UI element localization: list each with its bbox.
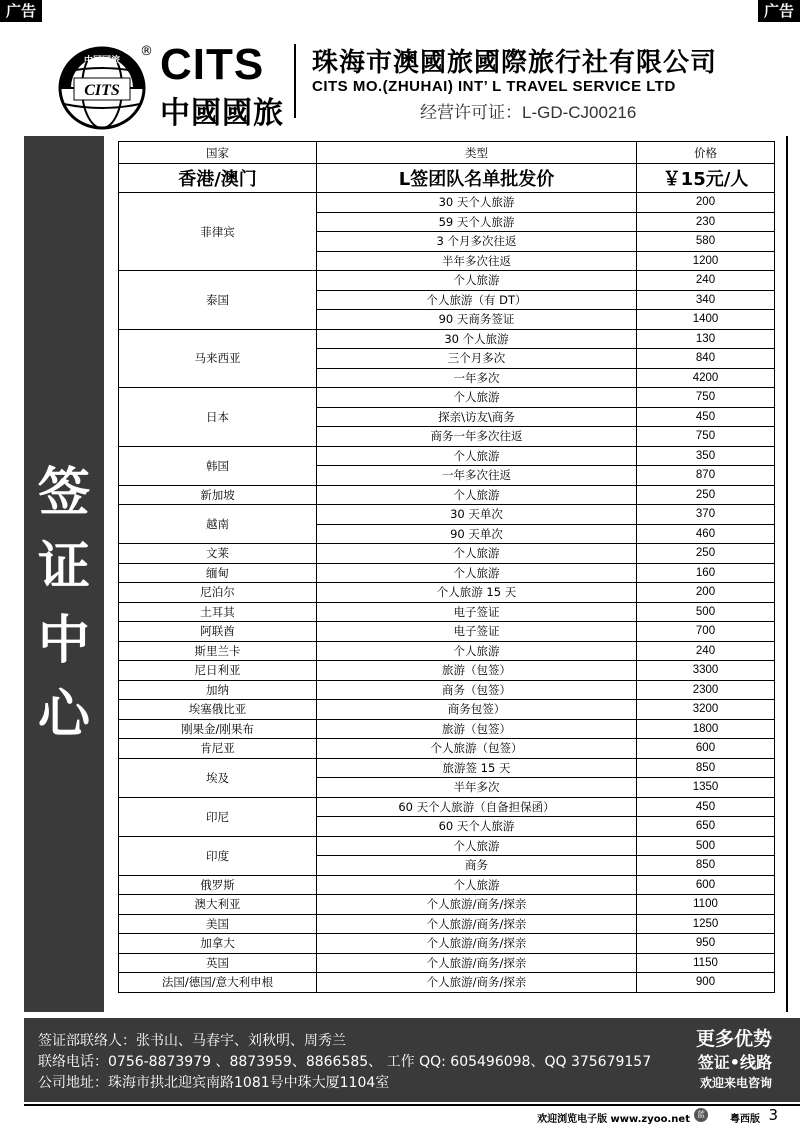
bottom-rule	[24, 1104, 800, 1106]
ad-tag-right: 广告	[758, 0, 800, 22]
side-banner	[24, 136, 104, 1012]
type-cell: 90 天商务签证	[317, 310, 637, 330]
footer-phones: 联络电话：0756-8873979 、8873959、8866585、 工作 QQ: 605496098、QQ 375679157	[38, 1054, 652, 1070]
footer-slogan-2: 签证•线路	[697, 1053, 772, 1072]
price-cell: 3300	[637, 661, 775, 681]
type-cell: 个人旅游	[317, 875, 637, 895]
type-cell: 个人旅游/商务/探亲	[317, 934, 637, 954]
price-cell: 900	[637, 973, 775, 993]
header-type: 类型	[317, 142, 637, 164]
type-cell: 90 天单次	[317, 524, 637, 544]
side-title-char: 心	[37, 685, 90, 745]
type-cell: 个人旅游	[317, 836, 637, 856]
table-row	[119, 622, 775, 642]
price-cell: 700	[637, 622, 775, 642]
type-cell: 探亲\访友\商务	[317, 407, 637, 427]
company-name-en: CITS MO.(ZHUHAI) INT’ L TRAVEL SERVICE LTD	[312, 78, 676, 95]
country-cell: 马来西亚	[119, 329, 317, 388]
type-cell: 一年多次	[317, 368, 637, 388]
globe-logo-icon	[52, 42, 152, 132]
type-cell: 三个月多次	[317, 349, 637, 369]
country-cell: 菲律宾	[119, 193, 317, 271]
price-cell: 850	[637, 758, 775, 778]
price-cell: 840	[637, 349, 775, 369]
highlight-price: ￥15元/人	[637, 164, 775, 193]
country-cell: 新加坡	[119, 485, 317, 505]
price-cell: 750	[637, 388, 775, 408]
table-row	[119, 641, 775, 661]
type-cell: 商务	[317, 856, 637, 876]
country-cell: 法国/德国/意大利申根	[119, 973, 317, 993]
country-cell: 斯里兰卡	[119, 641, 317, 661]
type-cell: 60 天个人旅游	[317, 817, 637, 837]
header-divider	[294, 44, 296, 118]
price-cell: 500	[637, 602, 775, 622]
country-cell: 日本	[119, 388, 317, 447]
price-cell: 1150	[637, 953, 775, 973]
type-cell: 电子签证	[317, 602, 637, 622]
table-row	[119, 973, 775, 993]
country-cell: 印尼	[119, 797, 317, 836]
price-cell: 500	[637, 836, 775, 856]
type-cell: 个人旅游（有 DT）	[317, 290, 637, 310]
type-cell: 旅游（包签）	[317, 719, 637, 739]
table-row	[119, 446, 775, 466]
ad-tag-left: 广告	[0, 0, 42, 22]
country-cell: 俄罗斯	[119, 875, 317, 895]
type-cell: 商务（包签）	[317, 680, 637, 700]
table-row	[119, 583, 775, 603]
type-cell: 个人旅游	[317, 563, 637, 583]
type-cell: 个人旅游	[317, 544, 637, 564]
price-cell: 650	[637, 817, 775, 837]
table-row	[119, 563, 775, 583]
type-cell: 商务包签）	[317, 700, 637, 720]
edition-text: 粤西版	[730, 1114, 760, 1125]
type-cell: 半年多次	[317, 778, 637, 798]
country-cell: 英国	[119, 953, 317, 973]
type-cell: 个人旅游	[317, 641, 637, 661]
price-cell: 850	[637, 856, 775, 876]
type-cell: 商务一年多次往返	[317, 427, 637, 447]
type-cell: 60 天个人旅游（自备担保函）	[317, 797, 637, 817]
footer-contacts: 签证部联络人：张书山、马春宇、刘秋明、周秀兰	[38, 1033, 346, 1049]
table-row	[119, 661, 775, 681]
price-cell: 1800	[637, 719, 775, 739]
page-number: 3	[768, 1106, 778, 1124]
type-cell: 3 个月多次往返	[317, 232, 637, 252]
country-cell: 韩国	[119, 446, 317, 485]
country-cell: 印度	[119, 836, 317, 875]
highlight-country: 香港/澳门	[119, 164, 317, 193]
type-cell: 旅游签 15 天	[317, 758, 637, 778]
highlight-type: L签团队名单批发价	[317, 164, 637, 193]
price-cell: 450	[637, 797, 775, 817]
logo-ring-text: 中国国旅	[83, 56, 121, 66]
price-cell: 2300	[637, 680, 775, 700]
visa-price-table	[118, 141, 775, 993]
table-row	[119, 875, 775, 895]
type-cell: 个人旅游/商务/探亲	[317, 973, 637, 993]
license	[420, 98, 636, 123]
edition-badge-icon: 蓝	[694, 1108, 708, 1122]
price-cell: 1350	[637, 778, 775, 798]
type-cell: 电子签证	[317, 622, 637, 642]
price-cell: 200	[637, 193, 775, 213]
table-row	[119, 388, 775, 408]
table-row	[119, 602, 775, 622]
footer-address: 公司地址：珠海市拱北迎宾南路1081号中珠大厦1104室	[38, 1075, 390, 1091]
header	[0, 22, 800, 131]
browse-text: 欢迎浏览电子版 www.zyoo.net	[537, 1114, 690, 1125]
country-cell: 美国	[119, 914, 317, 934]
license-label: 经营许可证：	[420, 103, 522, 123]
country-cell: 肯尼亚	[119, 739, 317, 759]
type-cell: 个人旅游 15 天	[317, 583, 637, 603]
table-row	[119, 797, 775, 817]
price-cell: 1200	[637, 251, 775, 271]
type-cell: 个人旅游	[317, 271, 637, 291]
side-title-char: 证	[37, 537, 90, 597]
country-cell: 土耳其	[119, 602, 317, 622]
price-cell: 230	[637, 212, 775, 232]
highlight-row	[119, 164, 775, 193]
price-cell: 160	[637, 563, 775, 583]
type-cell: 个人旅游	[317, 446, 637, 466]
price-cell: 600	[637, 739, 775, 759]
type-cell: 30 个人旅游	[317, 329, 637, 349]
price-cell: 240	[637, 641, 775, 661]
price-cell: 950	[637, 934, 775, 954]
type-cell: 个人旅游/商务/探亲	[317, 895, 637, 915]
table-row	[119, 680, 775, 700]
country-cell: 尼泊尔	[119, 583, 317, 603]
price-cell: 250	[637, 544, 775, 564]
side-title-char: 中	[37, 611, 90, 671]
price-cell: 1100	[637, 895, 775, 915]
price-cell: 340	[637, 290, 775, 310]
type-cell: 个人旅游	[317, 388, 637, 408]
brand-en: CITS	[160, 40, 265, 89]
right-border	[786, 136, 788, 1012]
footer-slogan-3: 欢迎来电咨询	[699, 1076, 772, 1090]
type-cell: 30 天单次	[317, 505, 637, 525]
table-row	[119, 895, 775, 915]
country-cell: 尼日利亚	[119, 661, 317, 681]
type-cell: 30 天个人旅游	[317, 193, 637, 213]
type-cell: 个人旅游	[317, 485, 637, 505]
license-number: L-GD-CJ00216	[522, 103, 637, 122]
table-row	[119, 836, 775, 856]
table-row	[119, 329, 775, 349]
price-cell: 4200	[637, 368, 775, 388]
price-cell: 200	[637, 583, 775, 603]
header-price: 价格	[637, 142, 775, 164]
price-cell: 450	[637, 407, 775, 427]
country-cell: 泰国	[119, 271, 317, 330]
registered-mark: ®	[140, 44, 153, 59]
country-cell: 澳大利亚	[119, 895, 317, 915]
type-cell: 个人旅游/商务/探亲	[317, 914, 637, 934]
type-cell: 个人旅游/商务/探亲	[317, 953, 637, 973]
type-cell: 一年多次往返	[317, 466, 637, 486]
header-country: 国家	[119, 142, 317, 164]
table-row	[119, 739, 775, 759]
price-cell: 870	[637, 466, 775, 486]
table-row	[119, 953, 775, 973]
country-cell: 缅甸	[119, 563, 317, 583]
country-cell: 刚果金/刚果布	[119, 719, 317, 739]
table-row	[119, 485, 775, 505]
country-cell: 加拿大	[119, 934, 317, 954]
table-row	[119, 271, 775, 291]
country-cell: 越南	[119, 505, 317, 544]
country-cell: 文莱	[119, 544, 317, 564]
price-cell: 350	[637, 446, 775, 466]
price-cell: 1250	[637, 914, 775, 934]
price-cell: 3200	[637, 700, 775, 720]
country-cell: 埃塞俄比亚	[119, 700, 317, 720]
country-cell: 阿联酋	[119, 622, 317, 642]
type-cell: 半年多次往返	[317, 251, 637, 271]
company-name-cn: 珠海市澳國旅國際旅行社有限公司	[312, 48, 718, 78]
price-cell: 580	[637, 232, 775, 252]
table-header-row	[119, 142, 775, 164]
footer-slogan-1: 更多优势	[695, 1028, 772, 1050]
type-cell: 59 天个人旅游	[317, 212, 637, 232]
footer	[24, 1018, 800, 1102]
price-cell: 370	[637, 505, 775, 525]
country-cell: 埃及	[119, 758, 317, 797]
country-cell: 加纳	[119, 680, 317, 700]
table-row	[119, 193, 775, 213]
table-row	[119, 700, 775, 720]
price-cell: 130	[637, 329, 775, 349]
type-cell: 个人旅游（包签）	[317, 739, 637, 759]
table-row	[119, 544, 775, 564]
price-cell: 600	[637, 875, 775, 895]
price-cell: 750	[637, 427, 775, 447]
table-row	[119, 505, 775, 525]
price-cell: 240	[637, 271, 775, 291]
table-row	[119, 758, 775, 778]
side-title-char: 签	[37, 463, 90, 523]
type-cell: 旅游（包签）	[317, 661, 637, 681]
page-bottom	[0, 1102, 800, 1128]
side-title	[24, 456, 104, 752]
table-row	[119, 719, 775, 739]
price-cell: 1400	[637, 310, 775, 330]
price-cell: 460	[637, 524, 775, 544]
logo-inner-text: CITS	[84, 82, 120, 99]
brand-cn: 中國國旅	[160, 96, 284, 131]
table-row	[119, 934, 775, 954]
table-row	[119, 914, 775, 934]
price-cell: 250	[637, 485, 775, 505]
